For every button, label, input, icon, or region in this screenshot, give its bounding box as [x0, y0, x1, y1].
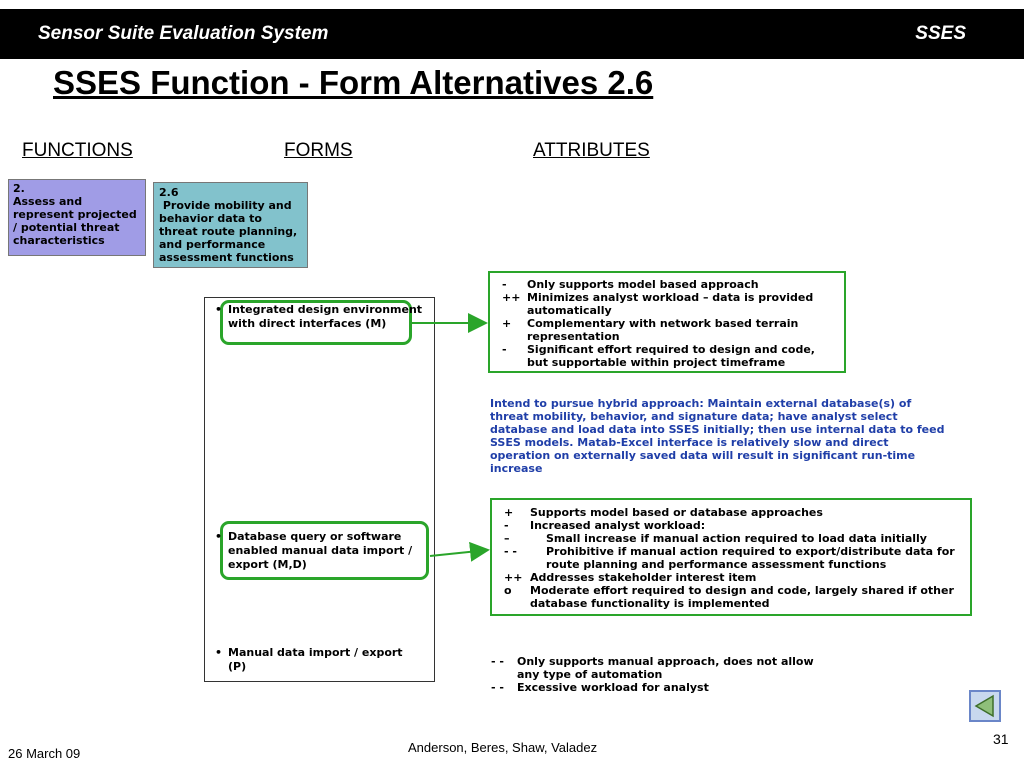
attribute-row: ++ Addresses stakeholder interest item	[504, 571, 757, 584]
header-title: Sensor Suite Evaluation System	[38, 23, 329, 44]
attribute-row: ++ Minimizes analyst workload – data is provided automatically	[502, 291, 814, 317]
arrow-to-attributes-2	[430, 550, 488, 556]
attribute-row: - - Excessive workload for analyst	[491, 681, 709, 694]
back-arrow-icon	[971, 692, 999, 720]
hybrid-approach-note: Intend to pursue hybrid approach: Maintain external database(s) of threat mobility, behavior, and signature data; have analyst select database and load data into SSES initially; then use internal data to feed SSES models. Matab-Excel interface is relatively slow and direct operation on externally saved data will result in significant run-time increase	[490, 397, 945, 475]
form-option-1-text: Integrated design environment with direct interfaces (M)	[228, 303, 423, 330]
form-text: Provide mobility and behavior data to threat route planning, and performance assessment functions	[159, 199, 302, 264]
footer-authors: Anderson, Beres, Shaw, Valadez	[408, 740, 598, 755]
attribute-row: + Supports model based or database approaches	[504, 506, 823, 519]
attribute-row: - - Prohibitive if manual action required to export/distribute data for route planning and performance assessment functions	[504, 545, 955, 571]
attributes-list-3	[491, 655, 831, 694]
forms-heading: FORMS	[284, 140, 353, 161]
attribute-row: o Moderate effort required to design and code, largely shared if other database functionality is implemented	[504, 584, 954, 610]
attributes-box-2	[490, 498, 972, 616]
attribute-row: - Only supports model based approach	[502, 278, 759, 291]
header-acronym: SSES	[915, 23, 966, 44]
footer-date: 26 March 09	[8, 746, 81, 761]
function-text: Assess and represent projected / potential threat characteristics	[13, 195, 137, 247]
attribute-row: + Complementary with network based terrain representation	[502, 317, 799, 343]
attribute-row: - - Only supports manual approach, does not allow any type of automation	[491, 655, 814, 681]
attribute-row: - Increased analyst workload:	[504, 519, 706, 532]
back-button[interactable]	[969, 690, 1001, 722]
page-number: 31	[993, 731, 1009, 747]
form-option-3-text: Manual data import / export (P)	[228, 646, 403, 673]
attributes-box-1	[488, 271, 846, 373]
bullet-icon: •	[215, 530, 223, 543]
functions-heading: FUNCTIONS	[22, 140, 133, 161]
attribute-row: – Small increase if manual action required to load data initially	[504, 532, 927, 545]
form-number: 2.6	[159, 186, 179, 199]
slide-title: SSES Function - Form Alternatives 2.6	[53, 64, 654, 101]
bullet-icon: •	[215, 646, 223, 659]
attribute-row: - Significant effort required to design and code, but supportable within project timeframe	[502, 343, 815, 369]
function-number: 2.	[13, 182, 25, 195]
attributes-heading: ATTRIBUTES	[533, 140, 650, 161]
form-option-2-text: Database query or software enabled manual data import / export (M,D)	[228, 530, 413, 571]
bullet-icon: •	[215, 303, 223, 316]
